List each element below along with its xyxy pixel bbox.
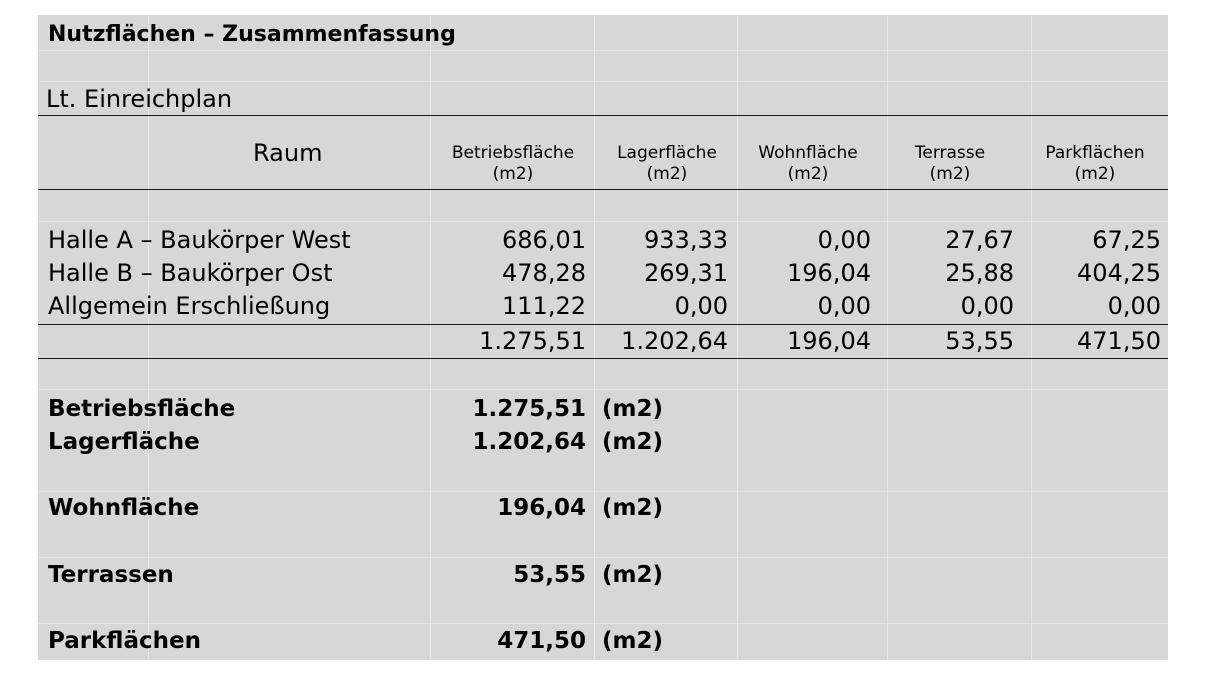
column-header [438, 143, 588, 185]
summary-unit: (m2) [602, 628, 663, 654]
table-row-label: Halle A – Baukörper West [48, 226, 351, 254]
total-cell: 1.275,51 [479, 327, 586, 355]
page-title: Nutzflächen – Zusammenfassung [48, 22, 456, 47]
total-cell: 196,04 [787, 327, 871, 355]
summary-label: Lagerfläche [48, 429, 200, 455]
column-header-label: Terrasse [914, 143, 986, 163]
grid-line [38, 491, 1168, 492]
totals-top-rule [38, 324, 1168, 325]
column-header-unit: (m2) [492, 164, 534, 184]
header-top-rule [38, 115, 1168, 116]
table-cell: 0,00 [817, 226, 871, 254]
table-cell: 686,01 [502, 226, 586, 254]
table-row-label: Halle B – Baukörper Ost [48, 259, 333, 287]
grid-line [38, 557, 1168, 558]
column-header-unit: (m2) [929, 164, 971, 184]
summary-value: 1.202,64 [472, 429, 586, 455]
table-cell: 478,28 [502, 259, 586, 287]
summary-unit: (m2) [602, 429, 663, 455]
summary-unit: (m2) [602, 396, 663, 422]
column-header-unit: (m2) [646, 164, 688, 184]
summary-sheet [38, 15, 1168, 660]
summary-unit: (m2) [602, 562, 663, 588]
summary-value: 1.275,51 [472, 396, 586, 422]
table-cell: 111,22 [502, 292, 586, 320]
column-header [1032, 143, 1158, 185]
column-header-label: Wohnfläche [758, 143, 858, 163]
summary-unit: (m2) [602, 495, 663, 521]
summary-label: Wohnfläche [48, 495, 200, 521]
column-header-unit: (m2) [1074, 164, 1116, 184]
table-cell: 25,88 [945, 259, 1014, 287]
grid-line [38, 221, 1168, 222]
summary-value: 53,55 [513, 562, 586, 588]
table-cell: 0,00 [960, 292, 1014, 320]
grid-line [38, 389, 1168, 390]
total-cell: 471,50 [1077, 327, 1161, 355]
table-cell: 27,67 [945, 226, 1014, 254]
grid-line [38, 623, 1168, 624]
table-cell: 269,31 [644, 259, 728, 287]
table-cell: 404,25 [1077, 259, 1161, 287]
table-cell: 933,33 [644, 226, 728, 254]
grid-line [430, 15, 431, 660]
table-cell: 67,25 [1092, 226, 1161, 254]
summary-label: Parkflächen [48, 628, 201, 654]
summary-label: Betriebsfläche [48, 396, 236, 422]
summary-value: 471,50 [497, 628, 586, 654]
column-header [888, 143, 1012, 185]
table-cell: 0,00 [1107, 292, 1161, 320]
total-cell: 53,55 [945, 327, 1014, 355]
column-header-unit: (m2) [787, 164, 829, 184]
totals-bottom-rule [38, 358, 1168, 359]
column-header-label: Betriebsfläche [451, 143, 575, 163]
column-header-label: Parkflächen [1045, 143, 1145, 163]
summary-label: Terrassen [48, 562, 174, 588]
header-bottom-rule [38, 189, 1168, 190]
table-cell: 0,00 [817, 292, 871, 320]
column-header [740, 143, 876, 185]
grid-line [38, 81, 1168, 82]
page-subtitle: Lt. Einreichplan [46, 85, 233, 113]
summary-value: 196,04 [497, 495, 586, 521]
table-row-label: Allgemein Erschließung [48, 292, 331, 320]
row-header-raum: Raum [253, 139, 323, 167]
grid-line [38, 50, 1168, 51]
table-cell: 0,00 [674, 292, 728, 320]
column-header [599, 143, 735, 185]
total-cell: 1.202,64 [621, 327, 728, 355]
column-header-label: Lagerfläche [617, 143, 717, 163]
table-cell: 196,04 [787, 259, 871, 287]
